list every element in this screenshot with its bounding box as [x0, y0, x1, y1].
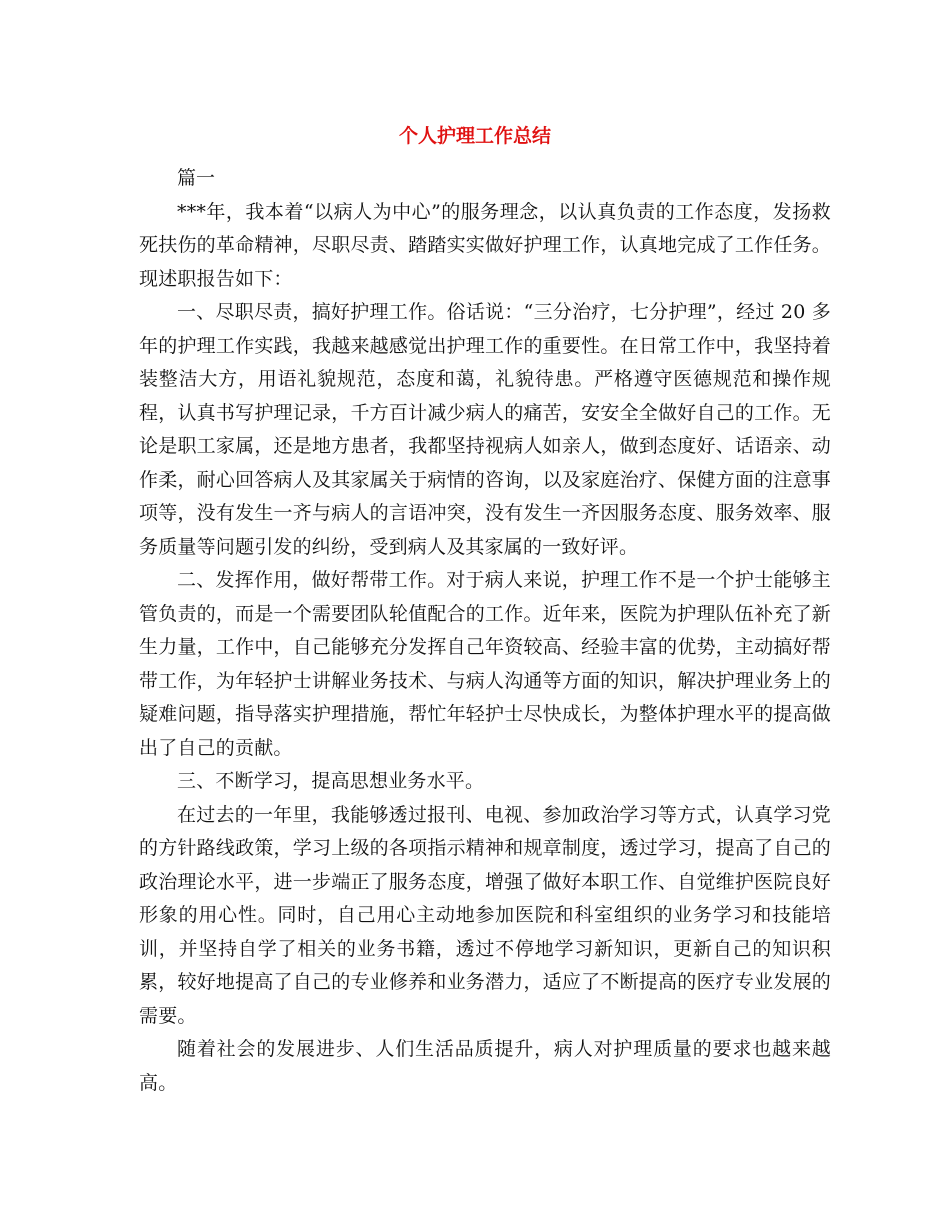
section-label: 篇一 [177, 167, 216, 189]
paragraph-closing: 随着社会的发展进步、人们生活品质提升，病人对护理质量的要求也越来越高。 [139, 1038, 831, 1094]
document-title: 个人护理工作总结 [398, 125, 551, 147]
paragraph-section-2: 二、发挥作用，做好帮带工作。对于病人来说，护理工作不是一个护士能够主管负责的，而是一个需要团队轮值配合的工作。近年来，医院为护理队伍补充了新生力量，工作中，自己能够充分发挥自己年资较高、经验丰富的优势，主动搞好帮带工作，为年轻护士讲解业务技术、与病人沟通等方面的知识，解决护理业务上的疑难问题，指导落实护理措施，帮忙年轻护士尽快成长，为整体护理水平的提高做出了自己的贡献。 [139, 569, 831, 759]
paragraph-section-3-body: 在过去的一年里，我能够透过报刊、电视、参加政治学习等方式，认真学习党的方针路线政策，学习上级的各项指示精神和规章制度，透过学习，提高了自己的政治理论水平，进一步端正了服务态度，增强了做好本职工作、自觉维护医院良好形象的用心性。同时，自己用心主动地参加医院和科室组织的业务学习和技能培训，并坚持自学了相关的业务书籍，透过不停地学习新知识，更新自己的知识积累，较好地提高了自己的专业修养和业务潜力，适应了不断提高的医疗专业发展的需要。 [139, 803, 831, 1027]
paragraph-intro: ***年，我本着“以病人为中心”的服务理念，以认真负责的工作态度，发扬救死扶伤的革命精神，尽职尽责、踏踏实实做好护理工作，认真地完成了工作任务。现述职报告如下： [139, 200, 831, 290]
paragraph-section-3-heading: 三、不断学习，提高思想业务水平。 [177, 770, 485, 792]
paragraph-section-1: 一、尽职尽责，搞好护理工作。俗话说：“三分治疗，七分护理”，经过 20 多年的护理工作实践，我越来越感觉出护理工作的重要性。在日常工作中，我坚持着装整洁大方，用语礼貌规范，态度和蔼，礼貌待患。严格遵守医德规范和操作规程，认真书写护理记录，千方百计减少病人的痛苦，安安全全做好自己的工作。无论是职工家属，还是地方患者，我都坚持视病人如亲人，做到态度好、话语亲、动作柔，耐心回答病人及其家属关于病情的咨询，以及家庭治疗、保健方面的注意事项等，没有发生一齐与病人的言语冲突，没有发生一齐因服务态度、服务效率、服务质量等问题引发的纠纷，受到病人及其家属的一致好评。 [139, 301, 831, 558]
document-body [139, 162, 831, 1100]
